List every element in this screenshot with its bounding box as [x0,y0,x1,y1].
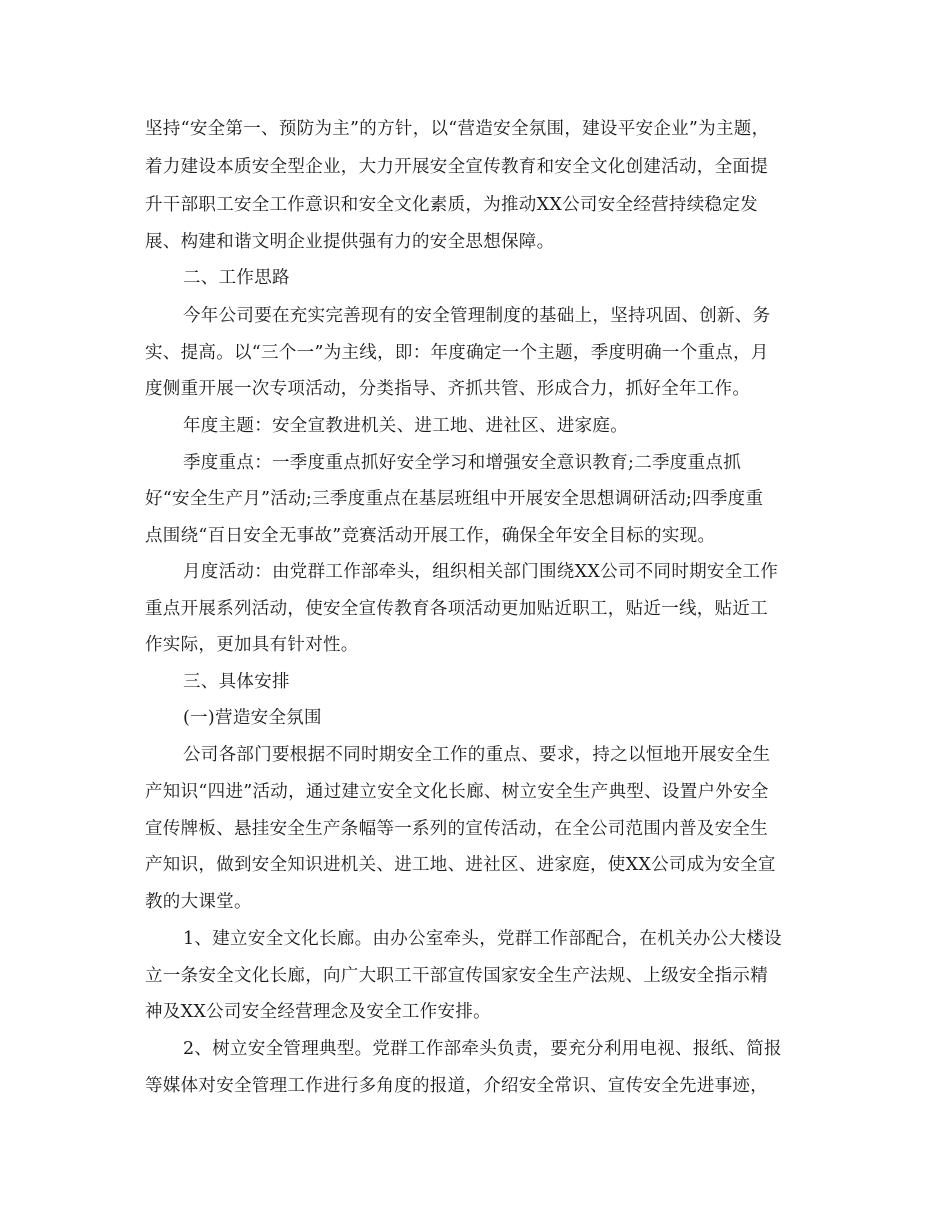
subsection-heading: (一)营造安全氛围 [183,708,322,728]
text-line: 今年公司要在充实完善现有的安全管理制度的基础上，坚持巩固、创新、务 [183,306,771,326]
text-line: 1、建立安全文化长廊。由办公室牵头，党群工作部配合，在机关办公大楼设 [183,929,782,949]
text-line: 神及XX公司安全经营理念及安全工作安排。 [145,1002,491,1022]
text-line: 月度活动：由党群工作部牵头，组织相关部门围绕XX公司不同时期安全工作 [183,562,779,582]
text-line: 重点开展系列活动，使安全宣传教育各项活动更加贴近职工，贴近一线，贴近工 [145,599,768,619]
text-line: 坚持“安全第一、预防为主”的方针，以“营造安全氛围，建设平安企业”为主题， [145,119,770,139]
section-heading: 二、工作思路 [183,268,290,288]
text-line: 立一条安全文化长廊，向广大职工干部宣传国家安全生产法规、上级安全指示精 [145,966,768,986]
text-line: 教的大课堂。 [145,892,252,912]
text-line: 产知识“四进”活动，通过建立安全文化长廊、树立安全生产典型、设置户外安全 [145,782,769,802]
text-line: 度侧重开展一次专项活动，分类指导、齐抓共管、形成合力，抓好全年工作。 [145,379,751,399]
text-line: 作实际，更加具有针对性。 [145,635,359,655]
text-line: 年度主题：安全宣教进机关、进工地、进社区、进家庭。 [183,416,628,436]
text-line: 着力建设本质安全型企业，大力开展安全宣传教育和安全文化创建活动，全面提 [145,157,768,177]
text-line: 季度重点：一季度重点抓好安全学习和增强安全意识教育;二季度重点抓 [183,453,741,473]
text-line: 产知识，做到安全知识进机关、进工地、进社区、进家庭，使XX公司成为安全宣 [145,855,776,875]
text-line: 好“安全生产月”活动;三季度重点在基层班组中开展安全思想调研活动;四季度重 [145,489,764,509]
section-heading: 三、具体安排 [183,672,290,692]
text-line: 实、提高。以“三个一”为主线，即：年度确定一个主题，季度明确一个重点，月 [145,343,769,363]
text-line: 等媒体对安全管理工作进行多角度的报道，介绍安全常识、宣传安全先进事迹， [145,1076,768,1096]
text-line: 2、树立安全管理典型。党群工作部牵头负责，要充分利用电视、报纸、简报 [183,1039,782,1059]
text-line: 点围绕“百日安全无事故”竞赛活动开展工作，确保全年安全目标的实现。 [145,526,716,546]
text-line: 宣传牌板、悬挂安全生产条幅等一系列的宣传活动，在全公司范围内普及安全生 [145,819,768,839]
text-line: 公司各部门要根据不同时期安全工作的重点、要求，持之以恒地开展安全生 [183,745,771,765]
text-line: 升干部职工安全工作意识和安全文化素质，为推动XX公司安全经营持续稳定发 [145,195,758,215]
text-line: 展、构建和谐文明企业提供强有力的安全思想保障。 [145,232,555,252]
